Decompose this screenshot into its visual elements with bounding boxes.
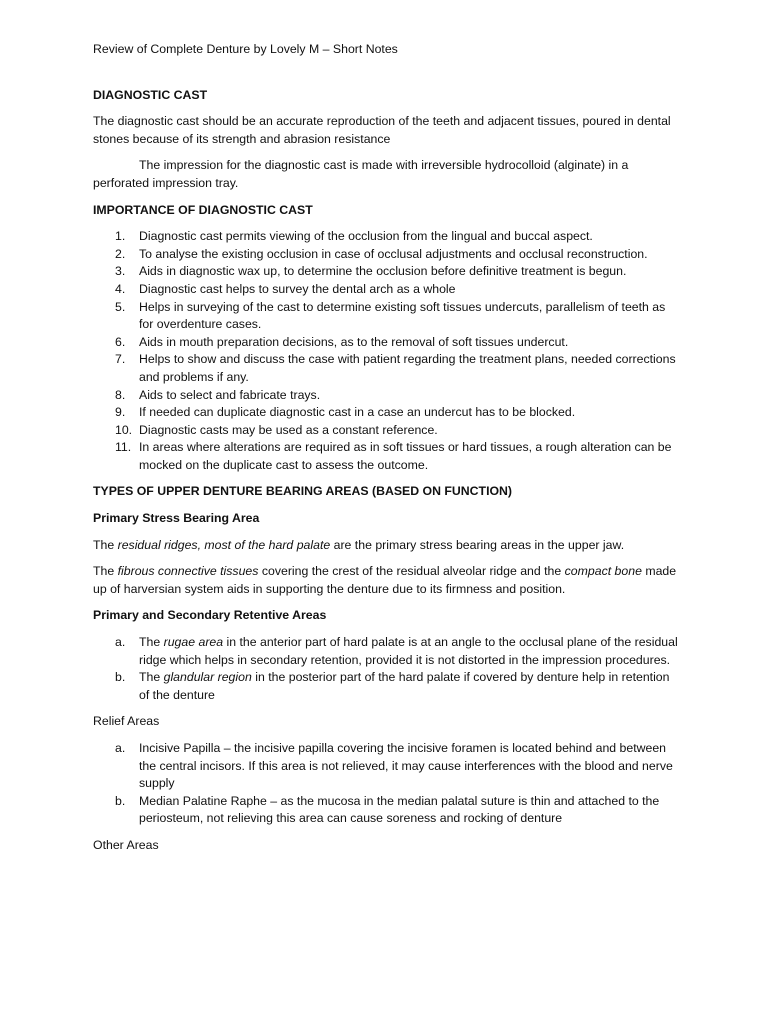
list-item — [93, 740, 683, 793]
list-marker: 4. — [115, 281, 126, 296]
list-item-text: Median Palatine Raphe – as the mucosa in the median palatal suture is thin and attached to the periosteum, not relieving this area can cause soreness and rocking of denture — [139, 793, 660, 826]
emphasis-text: glandular region — [163, 670, 252, 685]
list-item — [93, 228, 683, 246]
paragraph-impression-material: The impression for the diagnostic cast is made with irreversible hydrocolloid (alginate) in a perforated impression tray. — [93, 158, 629, 190]
text-run: are the primary stress bearing areas in the upper jaw. — [330, 537, 625, 552]
paragraph-primary-stress-1 — [93, 537, 683, 555]
relief-areas-list — [93, 740, 683, 828]
list-item — [93, 299, 683, 334]
subsection-title-relief-areas: Relief Areas — [93, 714, 160, 729]
section-title-denture-bearing-areas: TYPES OF UPPER DENTURE BEARING AREAS (BASED ON FUNCTION) — [93, 484, 513, 499]
emphasis-text: rugae area — [163, 635, 224, 650]
section-title-importance: IMPORTANCE OF DIAGNOSTIC CAST — [93, 202, 313, 217]
document-header: Review of Complete Denture by Lovely M – Short Notes — [93, 42, 398, 56]
list-marker: 11. — [115, 440, 132, 455]
list-item — [93, 793, 683, 828]
list-marker: 8. — [115, 387, 126, 402]
list-item-text: If needed can duplicate diagnostic cast in a case an undercut has to be blocked. — [139, 405, 576, 420]
text-run: The — [93, 564, 118, 579]
subsection-title-primary-stress: Primary Stress Bearing Area — [93, 511, 260, 526]
list-marker: 7. — [115, 352, 126, 367]
list-item-text: Helps to show and discuss the case with patient regarding the treatment plans, needed corrections and problems if any. — [139, 352, 676, 384]
list-marker: 9. — [115, 405, 126, 420]
list-item — [93, 669, 683, 704]
list-item-text: To analyse the existing occlusion in case of occlusal adjustments and occlusal reconstruction. — [139, 246, 648, 261]
list-item — [93, 334, 683, 352]
list-marker: 5. — [115, 299, 126, 314]
list-item-text: Diagnostic cast helps to survey the dental arch as a whole — [139, 281, 456, 296]
text-run: The — [139, 670, 164, 685]
retentive-areas-list — [93, 634, 683, 704]
subsection-title-other-areas: Other Areas — [93, 837, 159, 852]
list-item-text: Aids in diagnostic wax up, to determine the occlusion before definitive treatment is begun. — [139, 264, 627, 279]
text-run: in the anterior part of hard palate is at an angle to the occlusal plane of the residual ridge which helps in secondary retention, provided it is not distorted in the impression procedures. — [139, 635, 678, 667]
list-item — [93, 281, 683, 299]
emphasis-text: fibrous connective tissues — [117, 564, 259, 579]
text-run: made up of harversian system aids in supporting the denture due to its firmness and position. — [93, 564, 677, 596]
paragraph-diagnostic-cast-definition: The diagnostic cast should be an accurate reproduction of the teeth and adjacent tissues, poured in dental stones because of its strength and abrasion resistance — [93, 114, 671, 146]
list-marker: 1. — [115, 229, 126, 244]
list-item — [93, 422, 683, 440]
section-title-diagnostic-cast: DIAGNOSTIC CAST — [93, 87, 208, 102]
list-marker: b. — [115, 670, 126, 685]
subsection-title-retentive-areas: Primary and Secondary Retentive Areas — [93, 608, 327, 623]
list-item — [93, 387, 683, 405]
list-item — [93, 351, 683, 386]
list-marker: a. — [115, 635, 126, 650]
list-item-text: Diagnostic casts may be used as a constant reference. — [139, 422, 438, 437]
list-item-text: Incisive Papilla – the incisive papilla covering the incisive foramen is located behind and between the central incisors. If this area is not relieved, it may cause interferences with the blood and nerve supply — [139, 741, 673, 791]
list-item — [93, 404, 683, 422]
list-item — [93, 263, 683, 281]
text-run: The — [139, 635, 164, 650]
list-item-text: Diagnostic cast permits viewing of the occlusion from the lingual and buccal aspect. — [139, 229, 593, 244]
text-run: covering the crest of the residual alveolar ridge and the — [258, 564, 565, 579]
text-run: in the posterior part of the hard palate if covered by denture help in retention of the denture — [139, 670, 670, 702]
list-item-text: In areas where alterations are required as in soft tissues or hard tissues, a rough alteration can be mocked on the duplicate cast to assess the outcome. — [139, 440, 672, 472]
list-marker: b. — [115, 793, 126, 808]
list-marker: 10. — [115, 422, 133, 437]
emphasis-text: compact bone — [564, 564, 642, 579]
list-item — [93, 634, 683, 669]
emphasis-text: residual ridges, most of the hard palate — [117, 537, 331, 552]
text-run: The — [93, 537, 118, 552]
document-page — [93, 41, 683, 864]
importance-list — [93, 228, 683, 474]
list-item-text: Helps in surveying of the cast to determine existing soft tissues undercuts, parallelism of teeth as for overdenture cases. — [139, 299, 666, 332]
list-item-text: Aids in mouth preparation decisions, as to the removal of soft tissues undercut. — [139, 334, 569, 349]
list-item — [93, 246, 683, 264]
list-marker: 6. — [115, 334, 126, 349]
list-item-text: Aids to select and fabricate trays. — [139, 387, 321, 402]
list-marker: a. — [115, 741, 126, 755]
list-marker: 3. — [115, 264, 126, 279]
list-item — [93, 439, 683, 474]
paragraph-primary-stress-2 — [93, 563, 683, 598]
list-marker: 2. — [115, 246, 126, 261]
